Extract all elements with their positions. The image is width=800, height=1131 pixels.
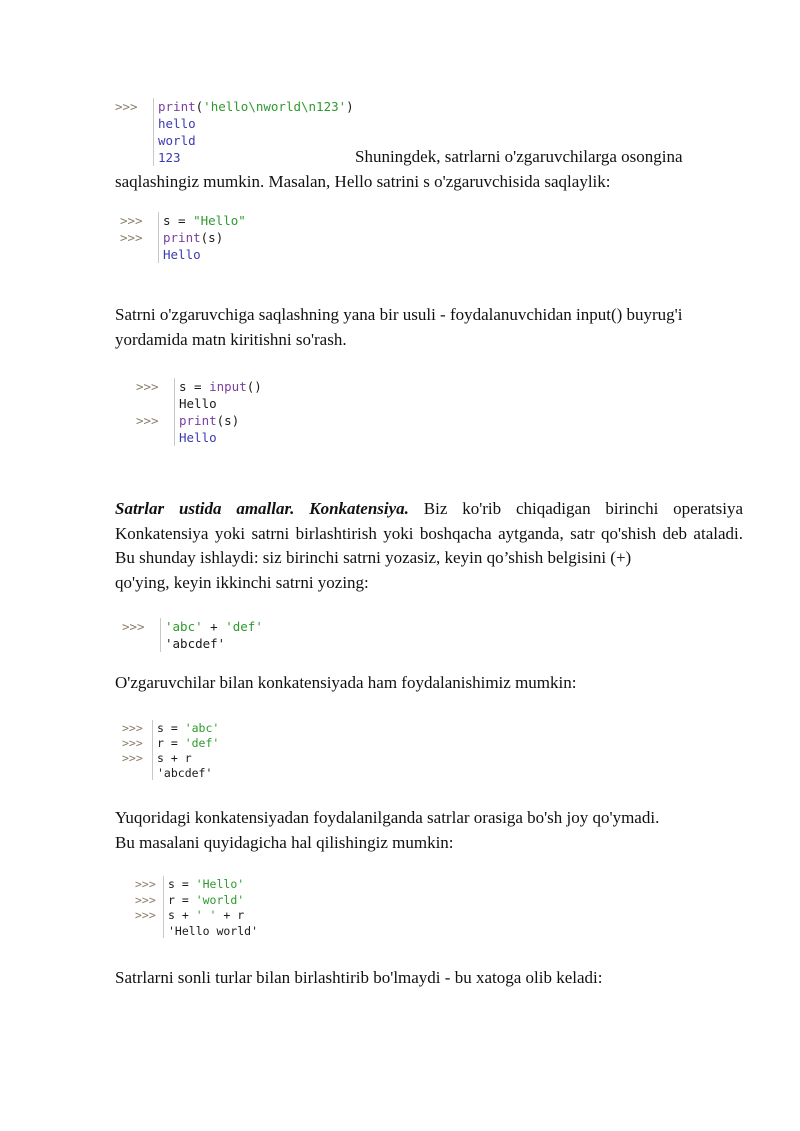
paragraph-5: Yuqoridagi konkatensiyadan foydalanilganda satrlar orasiga bo'sh joy qo'ymadi. Bu masalani quyidagicha hal qilishingiz mumkin: <box>115 808 660 852</box>
code-output: Hello <box>136 429 262 446</box>
code-line: >>> print('hello\nworld\n123') <box>115 99 354 114</box>
code-line: >>> s + ' ' + r <box>135 908 245 922</box>
code-line: >>> print(s) <box>136 413 240 428</box>
paragraph-4: O'zgaruvchilar bilan konkatensiyada ham foydalanishimiz mumkin: <box>115 673 577 692</box>
code-output: 123 <box>115 149 354 166</box>
code-block-assign-hello <box>120 212 246 263</box>
code-output: 'Hello world' <box>135 923 258 939</box>
section-heading: Satrlar ustida amallar. Konkatensiya. <box>115 499 409 518</box>
code-line: >>> s = 'Hello' <box>135 877 245 891</box>
code-block-input <box>136 378 262 446</box>
code-output: 'abcdef' <box>122 635 263 652</box>
paragraph-3-concatenation: Satrlar ustida amallar. Konkatensiya. Biz ko'rib chiqadigan birinchi operatsiya Konkatensiya yoki satrni birlashtirish yoki boshqacha aytganda, satr qo'shish deb ataladi. Bu shunday ishlaydi: siz birinchi satrni yozasiz, keyin qo’shish belgisini (+) qo'ying, keyin ikkinchi satrni yozing: <box>115 499 743 592</box>
code-line: >>> s + r <box>122 751 192 765</box>
code-line: >>> 'abc' + 'def' <box>122 619 263 634</box>
code-prompt: >>> <box>115 99 138 114</box>
code-block-print-newlines <box>115 98 354 166</box>
code-output: Hello <box>120 246 246 263</box>
code-block-concat-with-space <box>135 876 258 938</box>
paragraph-1-second-line: saqlashingiz mumkin. Masalan, Hello satrini s o'zgaruvchisida saqlaylik: <box>115 172 611 191</box>
code-output: Hello <box>136 395 262 412</box>
code-block-concat-literals <box>122 618 263 652</box>
code-line: >>> s = 'abc' <box>122 721 220 735</box>
paragraph-1-first-line: Shuningdek, satrlarni o'zgaruvchilarga osongina <box>355 147 683 166</box>
code-output: world <box>115 132 354 149</box>
code-line: >>> r = 'world' <box>135 892 245 907</box>
code-line: >>> s = input() <box>136 379 262 394</box>
code-output: hello <box>115 115 354 132</box>
paragraph-6: Satrlarni sonli turlar bilan birlashtirib bo'lmaydi - bu xatoga olib keladi: <box>115 968 603 987</box>
code-line: >>> print(s) <box>120 230 224 245</box>
paragraph-2: Satrni o'zgaruvchiga saqlashning yana bir usuli - foydalanuvchidan input() buyrug'i yordamida matn kiritishni so'rash. <box>115 305 683 349</box>
code-line: >>> r = 'def' <box>122 736 220 750</box>
code-output: 'abcdef' <box>122 765 219 780</box>
code-block-concat-variables <box>122 720 219 780</box>
code-line: >>> s = "Hello" <box>120 213 246 228</box>
